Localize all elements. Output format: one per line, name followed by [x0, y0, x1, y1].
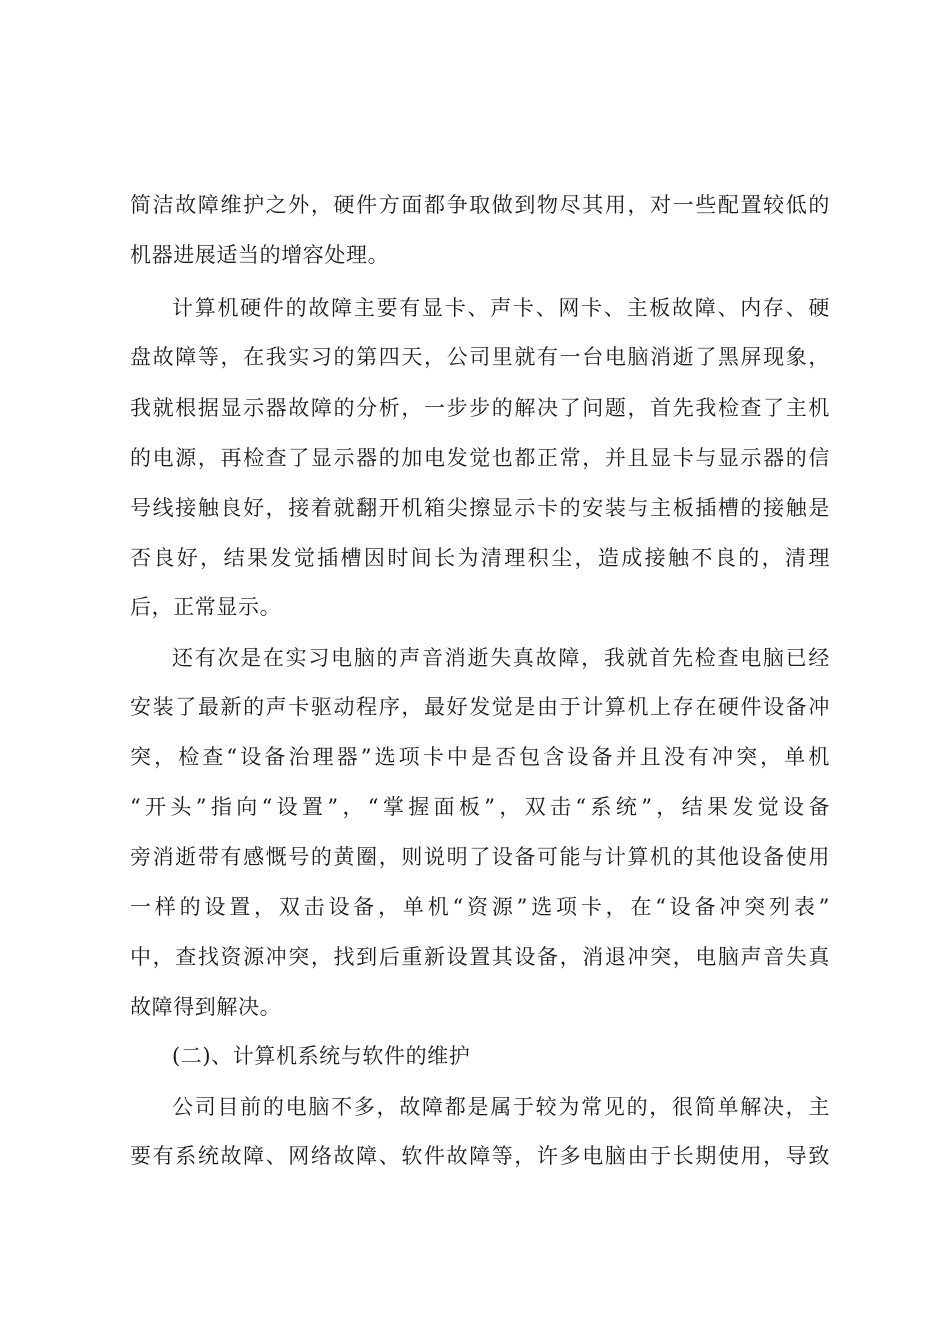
- text-line: 后，正常显示。: [130, 595, 282, 619]
- text-line: 突，检查“设备治理器”选项卡中是否包含设备并且没有冲突，单机: [130, 745, 830, 769]
- text-line: 盘故障等，在我实习的第四天，公司里就有一台电脑消逝了黑屏现象，: [130, 345, 830, 369]
- text-line: 简洁故障维护之外，硬件方面都争取做到物尽其用，对一些配置较低的: [130, 193, 830, 217]
- text-line: 要有系统故障、网络故障、软件故障等，许多电脑由于长期使用，导致: [130, 1144, 830, 1168]
- text-line: 安装了最新的声卡驱动程序，最好发觉是由于计算机上存在硬件设备冲: [130, 695, 830, 719]
- text-line: 旁消逝带有感慨号的黄圈，则说明了设备可能与计算机的其他设备使用: [130, 845, 830, 869]
- text-line: 还有次是在实习电脑的声音消逝失真故障，我就首先检查电脑已经: [172, 646, 830, 670]
- text-line: 的电源，再检查了显示器的加电发觉也都正常，并且显卡与显示器的信: [130, 446, 830, 470]
- text-line: “开头”指向“设置”，“掌握面板”，双击“系统”，结果发觉设备: [130, 795, 830, 819]
- text-line: 我就根据显示器故障的分析，一步步的解决了问题，首先我检查了主机: [130, 396, 830, 420]
- text-line: 一样的设置，双击设备，单机“资源”选项卡，在“设备冲突列表”: [130, 895, 830, 919]
- text-line: 号线接触良好，接着就翻开机箱尖擦显示卡的安装与主板插槽的接触是: [130, 496, 830, 520]
- section-heading: (二)、计算机系统与软件的维护: [172, 1044, 471, 1068]
- text-line: 机器进展适当的增容处理。: [130, 243, 390, 267]
- text-line: 否良好，结果发觉插槽因时间长为清理积尘，造成接触不良的，清理: [130, 546, 830, 570]
- text-line: 中，查找资源冲突，找到后重新设置其设备，消退冲突，电脑声音失真: [130, 945, 830, 969]
- text-line: 公司目前的电脑不多，故障都是属于较为常见的，很简单解决，主: [172, 1095, 830, 1119]
- text-line: 计算机硬件的故障主要有显卡、声卡、网卡、主板故障、内存、硬: [172, 296, 830, 320]
- text-line: 故障得到解决。: [130, 995, 282, 1019]
